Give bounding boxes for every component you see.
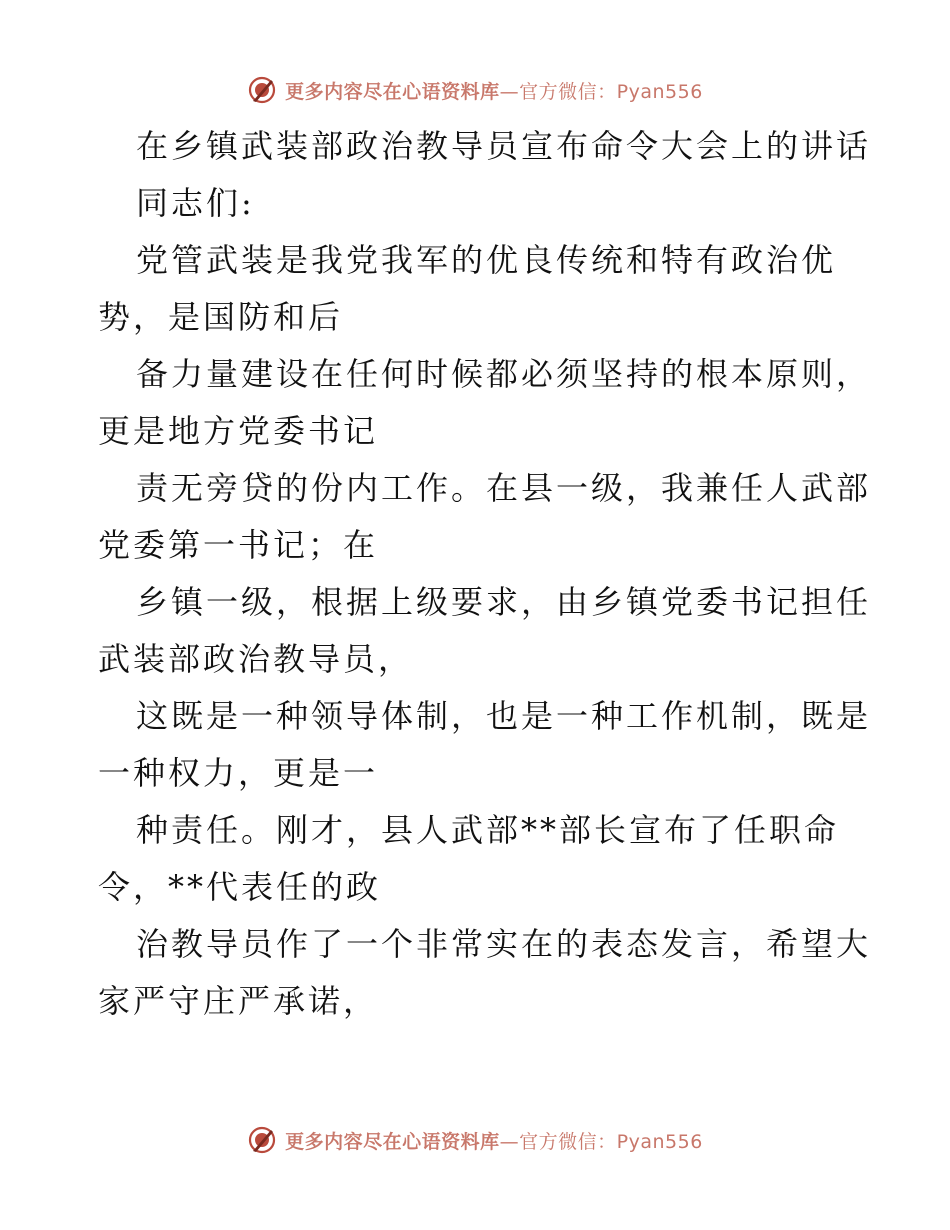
document-line: 责无旁贷的份内工作。在县一级，我兼任人武部: [136, 469, 872, 507]
document-line: 令，**代表任的政: [98, 868, 382, 906]
document-line: 党管武装是我党我军的优良传统和特有政治优: [136, 241, 837, 279]
document-line: 党委第一书记；在: [98, 526, 379, 564]
footer-watermark-banner: [0, 1120, 950, 1160]
header-watermark-text: 更多内容尽在心语资料库—官方微信：Pyan556: [285, 80, 703, 103]
quill-seal-icon: [247, 75, 277, 105]
document-salutation: 同志们:: [136, 184, 255, 222]
header-watermark-banner: [0, 70, 950, 110]
footer-watermark-text: 更多内容尽在心语资料库—官方微信：Pyan556: [285, 1130, 703, 1153]
document-line: 势，是国防和后: [98, 298, 344, 336]
document-body: [98, 118, 872, 1030]
document-paragraphs: [98, 232, 872, 1030]
document-line: 更是地方党委书记: [98, 412, 379, 450]
document-line: 家严守庄严承诺，: [98, 982, 379, 1020]
document-line: 乡镇一级，根据上级要求，由乡镇党委书记担任: [136, 583, 872, 621]
document-line: 种责任。刚才，县人武部**部长宣布了任职命: [136, 811, 840, 849]
document-line: 治教导员作了一个非常实在的表态发言，希望大: [136, 925, 872, 963]
quill-seal-icon: [247, 1125, 277, 1155]
document-title: 在乡镇武装部政治教导员宣布命令大会上的讲话: [136, 127, 872, 165]
document-line: 武装部政治教导员，: [98, 640, 414, 678]
document-line: 一种权力，更是一: [98, 754, 379, 792]
document-line: 备力量建设在任何时候都必须坚持的根本原则，: [136, 355, 872, 393]
document-line: 这既是一种领导体制，也是一种工作机制，既是: [136, 697, 872, 735]
